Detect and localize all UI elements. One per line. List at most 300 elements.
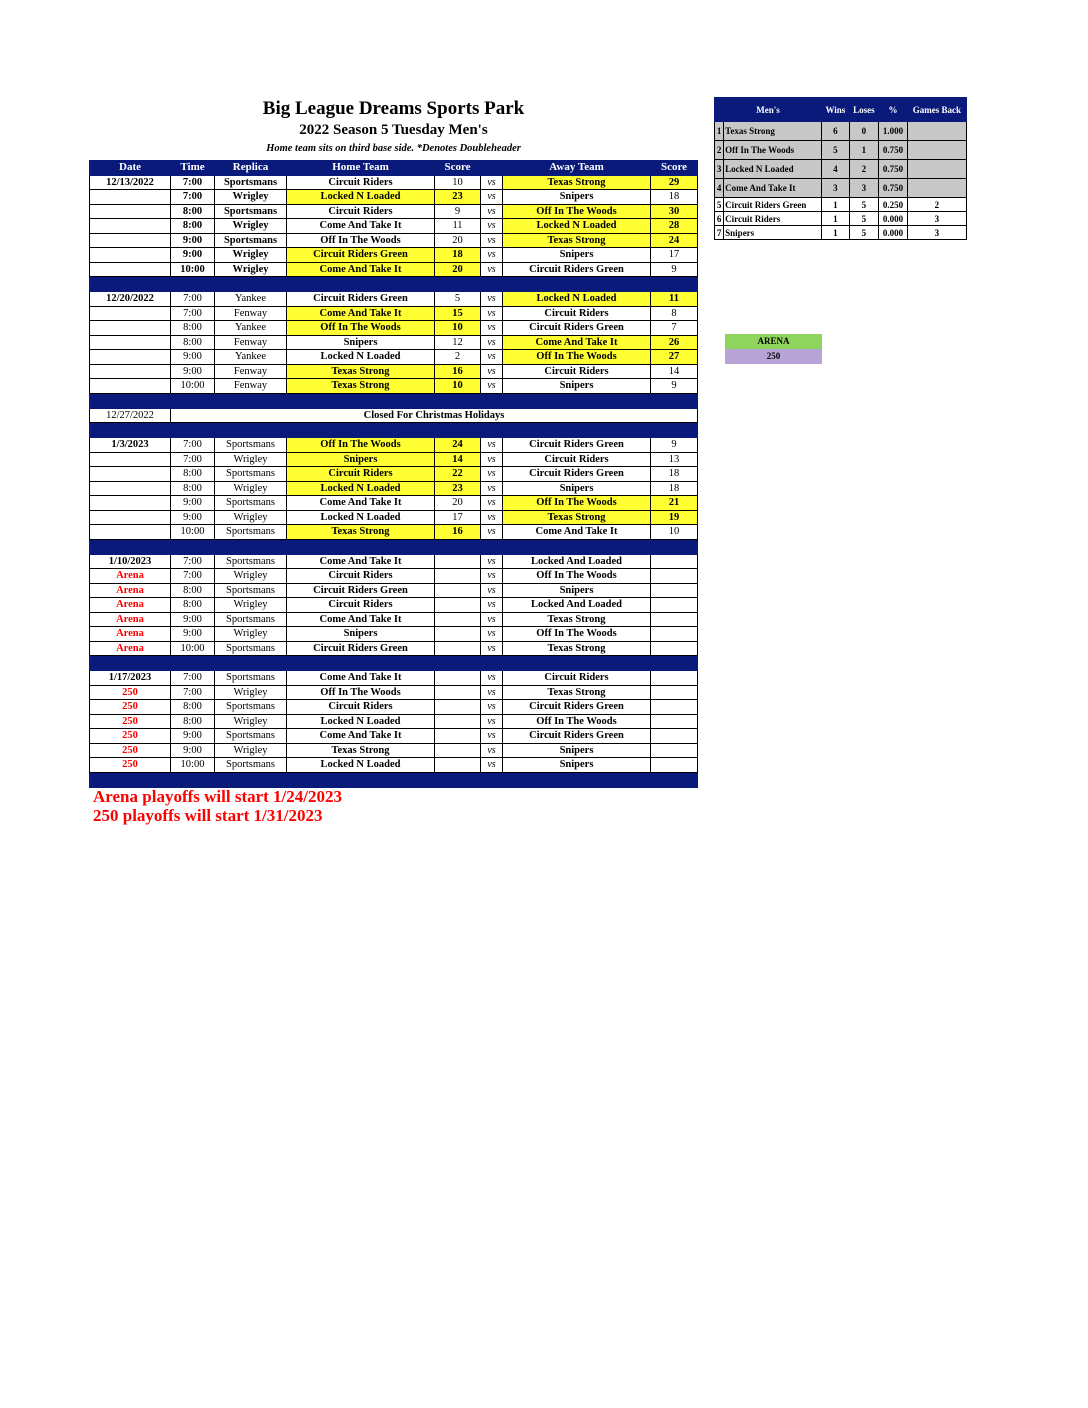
standings-wins: 5: [822, 141, 850, 160]
week-separator: [90, 656, 698, 671]
away-score: 10: [651, 525, 698, 540]
game-date: [90, 233, 171, 248]
away-team: Snipers: [503, 379, 651, 394]
game-date: Arena: [90, 569, 171, 584]
home-team: Locked N Loaded: [287, 350, 435, 365]
game-field: Yankee: [215, 292, 287, 307]
game-row: [90, 510, 698, 525]
home-score: [435, 743, 481, 758]
game-date: 12/13/2022: [90, 175, 171, 190]
standings-wins: 1: [822, 212, 850, 226]
away-score: 9: [651, 262, 698, 277]
vs-label: vs: [481, 452, 503, 467]
game-time: 8:00: [171, 481, 215, 496]
away-team: Snipers: [503, 583, 651, 598]
away-team: Locked And Loaded: [503, 598, 651, 613]
vs-label: vs: [481, 467, 503, 482]
game-date: Arena: [90, 583, 171, 598]
home-team: Locked N Loaded: [287, 190, 435, 205]
standings-pct: 0.250: [879, 198, 908, 212]
separator-bar: [90, 656, 698, 671]
away-score: 26: [651, 335, 698, 350]
game-field: Wrigley: [215, 510, 287, 525]
home-team: Come And Take It: [287, 671, 435, 686]
away-score: 18: [651, 190, 698, 205]
home-team: Come And Take It: [287, 612, 435, 627]
game-field: Sportsmans: [215, 467, 287, 482]
away-score: [651, 598, 698, 613]
home-score: 18: [435, 248, 481, 263]
week-separator: [90, 393, 698, 408]
game-date: [90, 204, 171, 219]
game-time: 7:00: [171, 306, 215, 321]
home-score: 20: [435, 262, 481, 277]
vs-label: vs: [481, 758, 503, 773]
game-time: 9:00: [171, 496, 215, 511]
game-time: 8:00: [171, 714, 215, 729]
standings-team: Snipers: [724, 226, 822, 240]
game-field: Sportsmans: [215, 583, 287, 598]
standings-loses: 5: [849, 226, 879, 240]
vs-label: vs: [481, 292, 503, 307]
away-team: Texas Strong: [503, 233, 651, 248]
game-time: 8:00: [171, 583, 215, 598]
game-field: Yankee: [215, 350, 287, 365]
separator-bar: [90, 423, 698, 438]
home-team: Texas Strong: [287, 364, 435, 379]
game-row: [90, 641, 698, 656]
game-date: Arena: [90, 627, 171, 642]
game-row: [90, 496, 698, 511]
game-time: 8:00: [171, 335, 215, 350]
home-score: 20: [435, 233, 481, 248]
home-team: Locked N Loaded: [287, 714, 435, 729]
standings-row: [715, 179, 967, 198]
game-field: Sportsmans: [215, 233, 287, 248]
standings-loses: 5: [849, 198, 879, 212]
game-time: 9:00: [171, 233, 215, 248]
game-time: 7:00: [171, 175, 215, 190]
col-date: Date: [90, 161, 171, 176]
away-score: 9: [651, 379, 698, 394]
separator-bar: [90, 772, 698, 787]
home-team: Circuit Riders: [287, 204, 435, 219]
game-time: 7:00: [171, 292, 215, 307]
col-vs: [481, 161, 503, 176]
game-date: 1/17/2023: [90, 671, 171, 686]
game-time: 10:00: [171, 262, 215, 277]
vs-label: vs: [481, 496, 503, 511]
standings-row: [715, 226, 967, 240]
away-score: [651, 554, 698, 569]
game-date: 250: [90, 729, 171, 744]
away-team: Off In The Woods: [503, 350, 651, 365]
away-team: Texas Strong: [503, 612, 651, 627]
away-score: [651, 758, 698, 773]
standings-wins: 1: [822, 226, 850, 240]
game-field: Sportsmans: [215, 641, 287, 656]
away-team: Snipers: [503, 743, 651, 758]
game-row: [90, 729, 698, 744]
separator-bar: [90, 277, 698, 292]
vs-label: vs: [481, 583, 503, 598]
standings-rank: 3: [715, 160, 724, 179]
page-title: Big League Dreams Sports Park: [262, 98, 525, 119]
game-date: Arena: [90, 598, 171, 613]
standings-wins: 3: [822, 179, 850, 198]
game-time: 9:00: [171, 743, 215, 758]
home-team: Texas Strong: [287, 525, 435, 540]
game-row: [90, 554, 698, 569]
division-badge-arena: ARENA: [725, 334, 822, 349]
game-date: [90, 219, 171, 234]
standings-loses: 5: [849, 212, 879, 226]
home-team: Come And Take It: [287, 554, 435, 569]
standings-col-pct: %: [879, 98, 908, 122]
vs-label: vs: [481, 335, 503, 350]
home-score: [435, 714, 481, 729]
away-team: Circuit Riders: [503, 364, 651, 379]
vs-label: vs: [481, 612, 503, 627]
game-date: [90, 364, 171, 379]
game-row: [90, 583, 698, 598]
vs-label: vs: [481, 306, 503, 321]
game-field: Sportsmans: [215, 438, 287, 453]
standings-rank: 1: [715, 122, 724, 141]
game-time: 9:00: [171, 612, 215, 627]
home-team: Locked N Loaded: [287, 758, 435, 773]
game-time: 9:00: [171, 364, 215, 379]
playoff-note-250: 250 playoffs will start 1/31/2023: [93, 806, 323, 825]
away-score: [651, 743, 698, 758]
away-team: Circuit Riders Green: [503, 700, 651, 715]
vs-label: vs: [481, 364, 503, 379]
game-field: Sportsmans: [215, 204, 287, 219]
home-score: [435, 729, 481, 744]
game-row: [90, 743, 698, 758]
game-date: 250: [90, 714, 171, 729]
away-team: Texas Strong: [503, 510, 651, 525]
standings-loses: 0: [849, 122, 879, 141]
game-date: 250: [90, 743, 171, 758]
game-field: Wrigley: [215, 262, 287, 277]
away-score: [651, 700, 698, 715]
game-time: 7:00: [171, 685, 215, 700]
home-score: 23: [435, 481, 481, 496]
home-score: [435, 569, 481, 584]
home-team: Come And Take It: [287, 496, 435, 511]
away-team: Snipers: [503, 248, 651, 263]
game-time: 7:00: [171, 452, 215, 467]
standings-games-back: 3: [907, 226, 966, 240]
standings-team: Circuit Riders Green: [724, 198, 822, 212]
away-score: 9: [651, 438, 698, 453]
home-score: 9: [435, 204, 481, 219]
game-date: [90, 335, 171, 350]
away-score: [651, 569, 698, 584]
home-score: 10: [435, 379, 481, 394]
away-team: Locked And Loaded: [503, 554, 651, 569]
home-score: 16: [435, 525, 481, 540]
game-date: 12/20/2022: [90, 292, 171, 307]
separator-bar: [90, 539, 698, 554]
game-date: 250: [90, 700, 171, 715]
game-field: Fenway: [215, 306, 287, 321]
away-team: Texas Strong: [503, 641, 651, 656]
standings-loses: 1: [849, 141, 879, 160]
away-team: Off In The Woods: [503, 496, 651, 511]
away-team: Snipers: [503, 758, 651, 773]
standings-loses: 3: [849, 179, 879, 198]
game-time: 9:00: [171, 350, 215, 365]
game-field: Sportsmans: [215, 700, 287, 715]
home-team: Off In The Woods: [287, 321, 435, 336]
away-team: Off In The Woods: [503, 714, 651, 729]
home-score: [435, 685, 481, 700]
away-score: [651, 714, 698, 729]
standings-rank: 4: [715, 179, 724, 198]
game-field: Fenway: [215, 379, 287, 394]
game-field: Sportsmans: [215, 525, 287, 540]
game-field: Sportsmans: [215, 175, 287, 190]
game-time: 8:00: [171, 700, 215, 715]
home-score: [435, 554, 481, 569]
vs-label: vs: [481, 685, 503, 700]
game-row: [90, 306, 698, 321]
game-field: Sportsmans: [215, 729, 287, 744]
game-time: 10:00: [171, 379, 215, 394]
standings-pct: 0.750: [879, 179, 908, 198]
week-separator: [90, 277, 698, 292]
standings-col-wins: Wins: [822, 98, 850, 122]
standings-pct: 0.750: [879, 141, 908, 160]
game-date: [90, 379, 171, 394]
page-subtitle: 2022 Season 5 Tuesday Men's: [299, 122, 488, 138]
week-separator: [90, 539, 698, 554]
home-team: Snipers: [287, 627, 435, 642]
game-row: [90, 175, 698, 190]
home-team: Come And Take It: [287, 729, 435, 744]
vs-label: vs: [481, 525, 503, 540]
game-date: Arena: [90, 612, 171, 627]
home-team: Off In The Woods: [287, 685, 435, 700]
away-score: 28: [651, 219, 698, 234]
col-time: Time: [171, 161, 215, 176]
away-score: 18: [651, 481, 698, 496]
game-row: [90, 685, 698, 700]
vs-label: vs: [481, 641, 503, 656]
game-date: [90, 467, 171, 482]
home-team: Circuit Riders Green: [287, 248, 435, 263]
game-date: [90, 262, 171, 277]
game-row: [90, 335, 698, 350]
game-date: [90, 350, 171, 365]
game-field: Wrigley: [215, 598, 287, 613]
game-row: [90, 612, 698, 627]
away-score: 24: [651, 233, 698, 248]
standings-team: Locked N Loaded: [724, 160, 822, 179]
standings-rank: 6: [715, 212, 724, 226]
division-badge-250: 250: [725, 349, 822, 364]
game-field: Fenway: [215, 335, 287, 350]
standings-wins: 6: [822, 122, 850, 141]
separator-bar: [90, 393, 698, 408]
col-replica: Replica: [215, 161, 287, 176]
home-team: Circuit Riders Green: [287, 583, 435, 598]
vs-label: vs: [481, 627, 503, 642]
standings-team: Circuit Riders: [724, 212, 822, 226]
home-score: [435, 641, 481, 656]
home-score: 12: [435, 335, 481, 350]
game-date: [90, 496, 171, 511]
game-date: [90, 321, 171, 336]
home-score: [435, 700, 481, 715]
away-team: Circuit Riders Green: [503, 467, 651, 482]
home-score: 10: [435, 321, 481, 336]
game-row: [90, 233, 698, 248]
standings-rank: 5: [715, 198, 724, 212]
home-score: 24: [435, 438, 481, 453]
home-score: 5: [435, 292, 481, 307]
away-team: Off In The Woods: [503, 627, 651, 642]
home-team: Locked N Loaded: [287, 481, 435, 496]
standings-games-back: [907, 141, 966, 160]
away-team: Off In The Woods: [503, 204, 651, 219]
game-date: [90, 481, 171, 496]
away-team: Circuit Riders Green: [503, 262, 651, 277]
game-field: Sportsmans: [215, 758, 287, 773]
vs-label: vs: [481, 175, 503, 190]
home-team: Come And Take It: [287, 219, 435, 234]
vs-label: vs: [481, 671, 503, 686]
standings-table: [714, 97, 967, 240]
game-time: 7:00: [171, 569, 215, 584]
vs-label: vs: [481, 743, 503, 758]
standings-pct: 1.000: [879, 122, 908, 141]
game-row: [90, 248, 698, 263]
game-time: 9:00: [171, 510, 215, 525]
away-team: Texas Strong: [503, 685, 651, 700]
home-score: 20: [435, 496, 481, 511]
vs-label: vs: [481, 379, 503, 394]
away-score: 18: [651, 467, 698, 482]
vs-label: vs: [481, 700, 503, 715]
away-team: Locked N Loaded: [503, 292, 651, 307]
game-date: 1/3/2023: [90, 438, 171, 453]
vs-label: vs: [481, 219, 503, 234]
home-team: Circuit Riders: [287, 598, 435, 613]
closed-row: [90, 408, 698, 423]
col-home-score: Score: [435, 161, 481, 176]
home-team: Snipers: [287, 335, 435, 350]
game-row: [90, 700, 698, 715]
vs-label: vs: [481, 262, 503, 277]
standings-row: [715, 212, 967, 226]
standings-team: Off In The Woods: [724, 141, 822, 160]
game-time: 8:00: [171, 321, 215, 336]
vs-label: vs: [481, 554, 503, 569]
standings-wins: 1: [822, 198, 850, 212]
vs-label: vs: [481, 350, 503, 365]
standings-col-loses: Loses: [849, 98, 879, 122]
home-team: Circuit Riders: [287, 700, 435, 715]
game-row: [90, 758, 698, 773]
game-row: [90, 204, 698, 219]
game-time: 10:00: [171, 641, 215, 656]
home-team: Texas Strong: [287, 379, 435, 394]
game-row: [90, 467, 698, 482]
game-date: [90, 510, 171, 525]
game-date: 250: [90, 758, 171, 773]
standings-team: Come And Take It: [724, 179, 822, 198]
away-score: 29: [651, 175, 698, 190]
away-team: Circuit Riders: [503, 671, 651, 686]
standings-games-back: [907, 179, 966, 198]
game-time: 9:00: [171, 729, 215, 744]
home-score: [435, 598, 481, 613]
schedule-table: [89, 160, 698, 788]
home-score: 2: [435, 350, 481, 365]
home-score: 10: [435, 175, 481, 190]
game-date: [90, 190, 171, 205]
standings-games-back: 2: [907, 198, 966, 212]
game-row: [90, 321, 698, 336]
away-score: 13: [651, 452, 698, 467]
home-score: [435, 671, 481, 686]
game-field: Wrigley: [215, 190, 287, 205]
game-time: 10:00: [171, 758, 215, 773]
game-field: Wrigley: [215, 481, 287, 496]
away-score: 14: [651, 364, 698, 379]
game-time: 8:00: [171, 598, 215, 613]
home-team: Circuit Riders: [287, 175, 435, 190]
game-field: Wrigley: [215, 452, 287, 467]
game-date: 12/27/2022: [90, 408, 171, 423]
game-row: [90, 219, 698, 234]
away-team: Circuit Riders Green: [503, 729, 651, 744]
home-score: [435, 612, 481, 627]
away-team: Snipers: [503, 481, 651, 496]
game-row: [90, 627, 698, 642]
vs-label: vs: [481, 204, 503, 219]
away-team: Locked N Loaded: [503, 219, 651, 234]
away-team: Circuit Riders: [503, 452, 651, 467]
game-time: 7:00: [171, 554, 215, 569]
away-score: 30: [651, 204, 698, 219]
away-score: 19: [651, 510, 698, 525]
away-team: Off In The Woods: [503, 569, 651, 584]
game-date: [90, 248, 171, 263]
home-team: Circuit Riders Green: [287, 641, 435, 656]
game-row: [90, 714, 698, 729]
col-home-team: Home Team: [287, 161, 435, 176]
vs-label: vs: [481, 248, 503, 263]
standings-loses: 2: [849, 160, 879, 179]
away-team: Circuit Riders Green: [503, 321, 651, 336]
game-field: Wrigley: [215, 569, 287, 584]
game-time: 8:00: [171, 219, 215, 234]
away-score: 11: [651, 292, 698, 307]
game-row: [90, 364, 698, 379]
vs-label: vs: [481, 598, 503, 613]
home-score: 14: [435, 452, 481, 467]
home-team: Come And Take It: [287, 262, 435, 277]
home-team: Texas Strong: [287, 743, 435, 758]
away-team: Circuit Riders Green: [503, 438, 651, 453]
game-row: [90, 190, 698, 205]
standings-header-row: [715, 98, 967, 122]
standings-row: [715, 141, 967, 160]
